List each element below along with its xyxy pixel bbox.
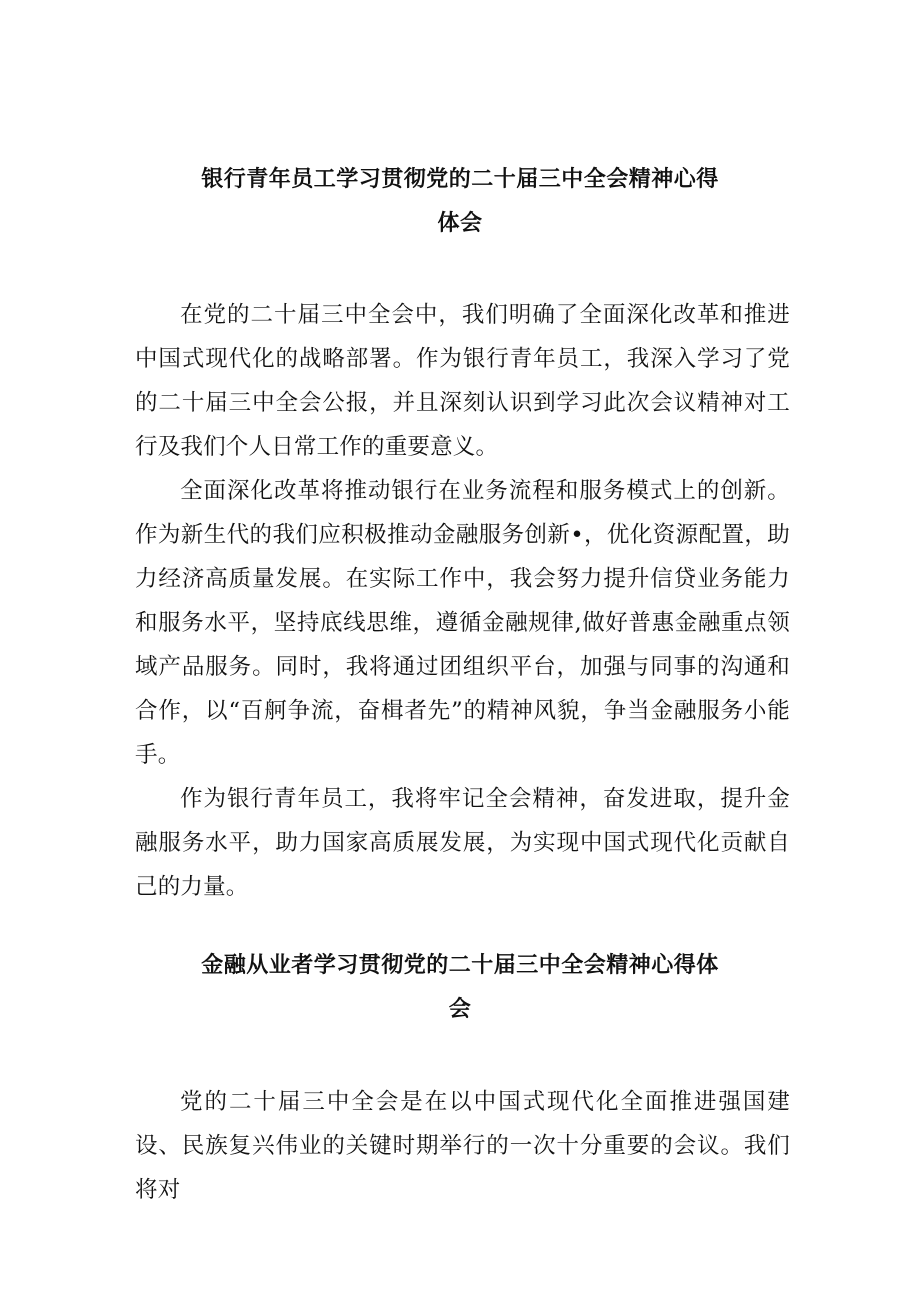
article-2-paragraph-1: 党的二十届三中全会是在以中国式现代化全面推进强国建设、民族复兴伟业的关键时期举行的一次十分重要的会议。我们将对 bbox=[135, 1089, 790, 1203]
article-2-title-line-1: 金融从业者学习贯彻党的二十届三中全会精神心得体 bbox=[201, 953, 719, 978]
article-1-body bbox=[135, 293, 790, 909]
article-1-paragraph-1: 在党的二十届三中全会中，我们明确了全面深化改革和推进中国式现代化的战略部署。作为银行青年员工，我深入学习了党的二十届三中全会公报，并且深刻认识到学习此次会议精神对工行及我们个人日常工作的重要意义。 bbox=[135, 302, 790, 460]
article-2-body bbox=[135, 1080, 790, 1212]
article-2-title bbox=[130, 944, 790, 1032]
article-1-paragraph-2: 全面深化改革将推动银行在业务流程和服务模式上的创新。作为新生代的我们应积极推动金融服务创新•，优化资源配置，助力经济高质量发展。在实际工作中，我会努力提升信贷业务能力和服务水平，坚持底线思维，遵循金融规律,做好普惠金融重点领域产品服务。同时，我将通过团组织平台，加强与同事的沟通和合作，以“百舸争流，奋楫者先”的精神风貌，争当金融服务小能手。 bbox=[135, 478, 790, 768]
article-1-paragraph-3: 作为银行青年员工，我将牢记全会精神，奋发进取，提升金融服务水平，助力国家高质展发展，为实现中国式现代化贡献自己的力量。 bbox=[135, 786, 790, 900]
article-1-title-line-2: 体会 bbox=[437, 211, 483, 236]
article-1-title bbox=[130, 158, 790, 246]
article-2-title-line-2: 会 bbox=[448, 997, 472, 1022]
article-1-title-line-1: 银行青年员工学习贯彻党的二十届三中全会精神心得 bbox=[201, 167, 719, 192]
